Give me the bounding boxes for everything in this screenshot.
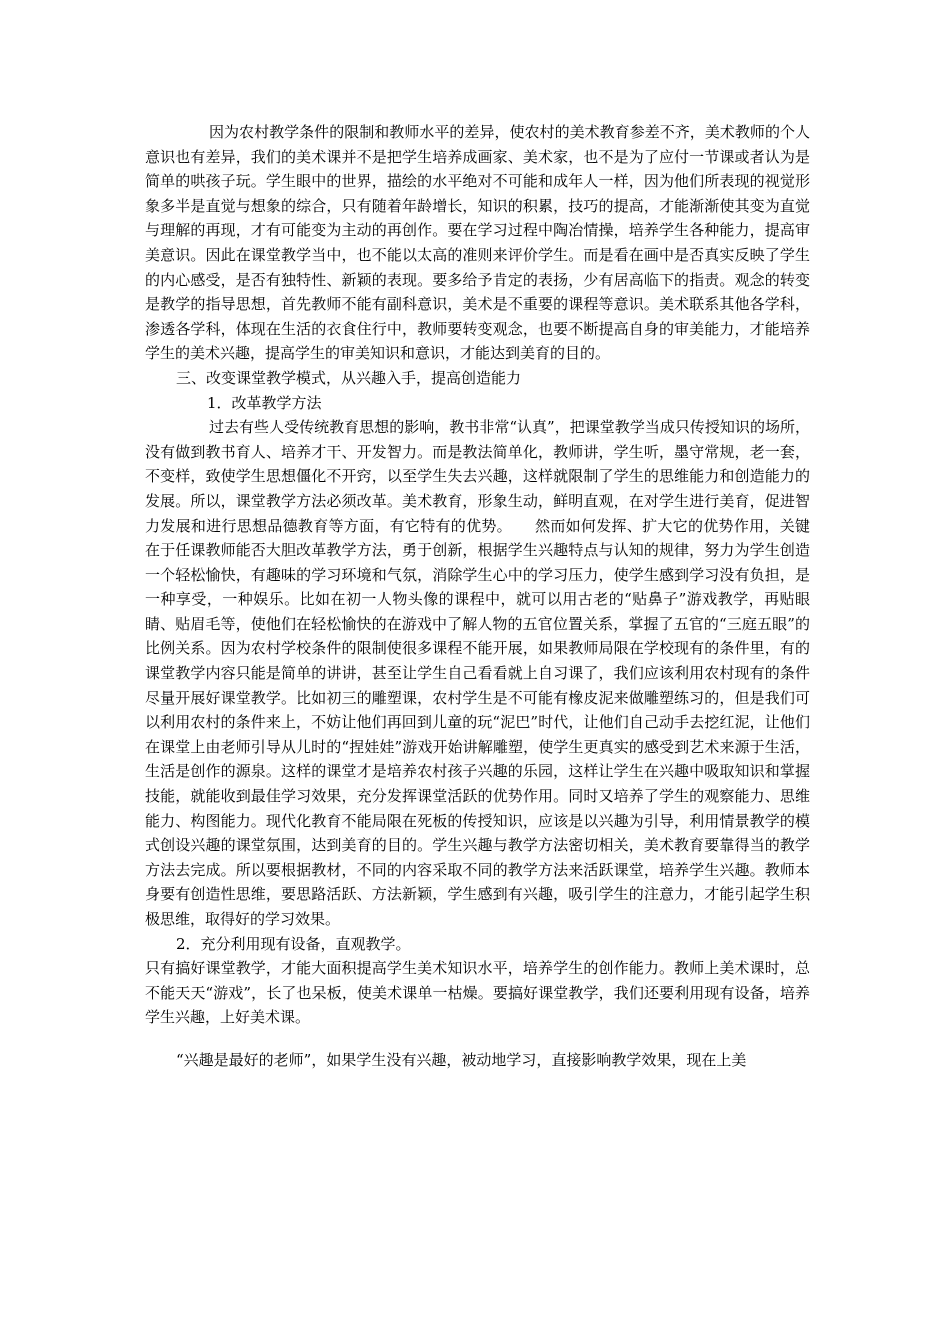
subheading-reform-teaching-method: 1．改革教学方法 xyxy=(207,393,322,412)
paragraph-use-equipment: 只有搞好课堂教学，才能大面积提高学生美术知识水平，培养学生的创作能力。教师上美术课时，总不能天天“游戏”，长了也呆板，使美术课单一枯燥。要搞好课堂教学，我们还要利用现有设备，培养学生兴趣，上好美术课。 xyxy=(145,959,810,1027)
document-page xyxy=(145,120,810,1073)
paragraph-interest-best-teacher: “兴趣是最好的老师”，如果学生没有兴趣，被动地学习，直接影响教学效果，现在上美 xyxy=(176,1050,747,1069)
section-heading-3: 三、改变课堂教学模式，从兴趣入手，提高创造能力 xyxy=(176,368,522,387)
paragraph-art-education-differences: 因为农村教学条件的限制和教师水平的差异，使农村的美术教育参差不齐，美术教师的个人意识也有差异，我们的美术课并不是把学生培养成画家、美术家，也不是为了应付一节课或者认为是简单的哄孩子玩。学生眼中的世界，描绘的水平绝对不可能和成年人一样，因为他们所表现的视觉形象多半是直觉与想象的综合，只有随着年龄增长，知识的积累，技巧的提高，才能渐渐使其变为直觉与理解的再现，才有可能变为主动的再创作。要在学习过程中陶冶情操，培养学生各种能力，提高审美意识。因此在课堂教学当中，也不能以太高的准则来评价学生。而是看在画中是否真实反映了学生的内心感受，是否有独特性、新颖的表现。要多给予肯定的表扬，少有居高临下的指责。观念的转变是教学的指导思想，首先教师不能有副科意识，美术是不重要的课程等意识。美术联系其他各学科，渗透各学科，体现在生活的衣食住行中，教师要转变观念，也要不断提高自身的审美能力，才能培养学生的美术兴趣，提高学生的审美知识和意识，才能达到美育的目的。 xyxy=(145,123,810,363)
paragraph-reform-teaching-method: 过去有些人受传统教育思想的影响，教书非常“认真”，把课堂教学当成只传授知识的场所，没有做到教书育人、培养才干、开发智力。而是教法简单化，教师讲，学生听，墨守常规，老一套，不变样，致使学生思想僵化不开窍，以至学生失去兴趣，这样就限制了学生的思维能力和创造能力的发展。所以，课堂教学方法必须改革。美术教育，形象生动，鲜明直观，在对学生进行美育，促进智力发展和进行思想品德教育等方面，有它特有的优势。 然而如何发挥、扩大它的优势作用，关键在于任课教师能否大胆改革教学方法，勇于创新，根据学生兴趣特点与认知的规律，努力为学生创造一个轻松愉快，有趣味的学习环境和气氛，消除学生心中的学习压力，使学生感到学习没有负担，是一种享受，一种娱乐。比如在初一人物头像的课程中，就可以用古老的“贴鼻子”游戏教学，再贴眼睛、贴眉毛等，使他们在轻松愉快的在游戏中了解人物的五官位置关系，掌握了五官的“三庭五眼”的比例关系。因为农村学校条件的限制使很多课程不能开展，如果教师局限在学校现有的条件里，有的课堂教学内容只能是简单的讲讲，甚至让学生自己看看就上自习课了，我们应该利用农村现有的条件尽量开展好课堂教学。比如初三的雕塑课，农村学生是不可能有橡皮泥来做雕塑练习的，但是我们可以利用农村的条件来上，不妨让他们再回到儿童的玩“泥巴”时代，让他们自己动手去挖红泥，让他们在课堂上由老师引导从儿时的“捏娃娃”游戏开始讲解雕塑，使学生更真实的感受到艺术来源于生活，生活是创作的源泉。这样的课堂才是培养农村孩子兴趣的乐园，这样让学生在兴趣中吸取知识和掌握技能，就能收到最佳学习效果，充分发挥课堂活跃的优势作用。同时又培养了学生的观察能力、思维能力、构图能力。现代化教育不能局限在死板的传授知识，应该是以兴趣为引导，利用情景教学的模式创设兴趣的课堂氛围，达到美育的目的。学生兴趣与教学方法密切相关，美术教育要靠得当的教学方法去完成。所以要根据教材，不同的内容采取不同的教学方法来活跃课堂，培养学生兴趣。教师本身要有创造性思维，要思路活跃、方法新颖，学生感到有兴趣，吸引学生的注意力，才能引起学生积极思维，取得好的学习效果。 xyxy=(145,418,810,928)
subheading-use-equipment: 2．充分利用现有设备，直观教学。 xyxy=(176,934,411,953)
